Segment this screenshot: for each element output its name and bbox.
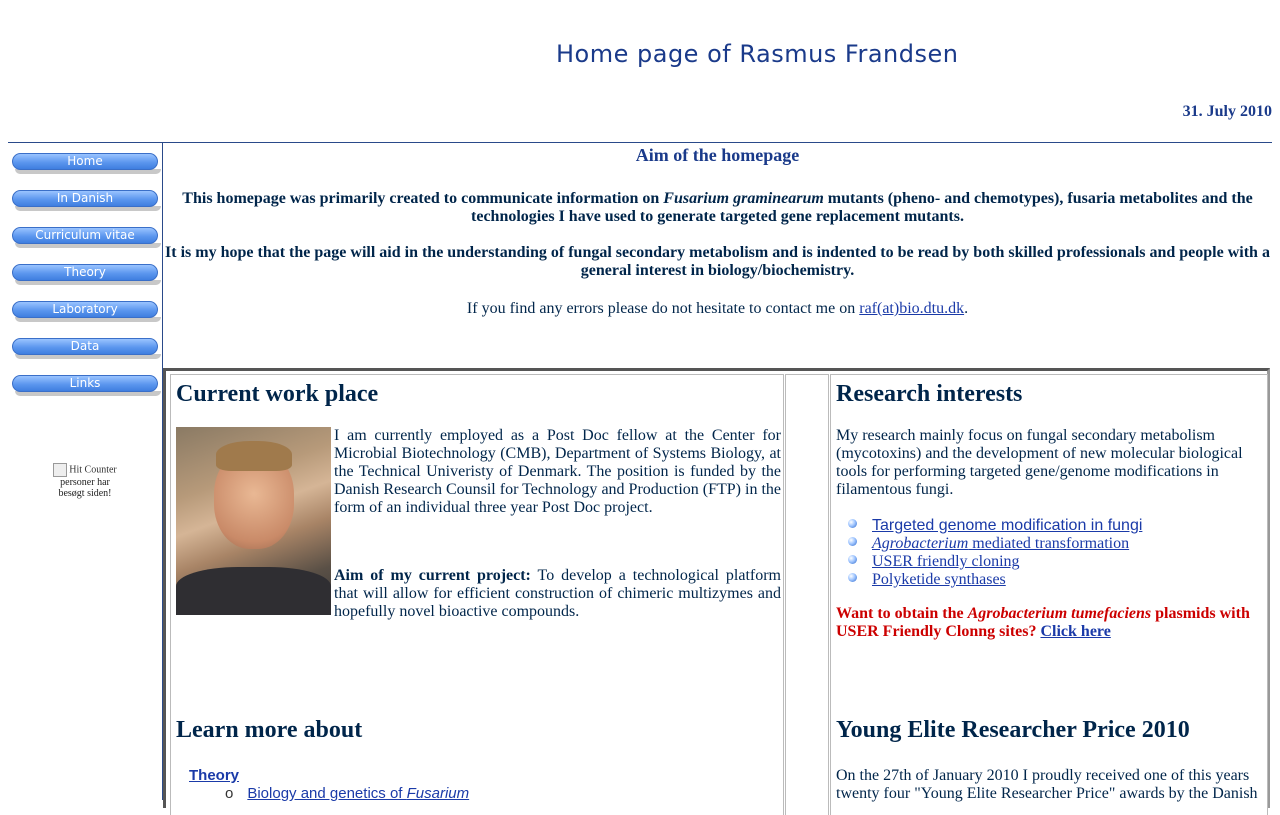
research-heading: Research interests	[836, 381, 1023, 407]
list-item: o Biology and genetics of Fusarium	[225, 785, 470, 802]
biology-link[interactable]: Biology and genetics of Fusarium	[247, 785, 470, 802]
list-item	[846, 535, 1142, 553]
award-text: On the 27th of January 2010 I proudly received one of this years twenty four "Young Elite Researcher Price" awards by the Danish	[836, 767, 1258, 802]
bullet-icon	[848, 555, 857, 564]
theory-link[interactable]: Theory	[189, 767, 240, 784]
aim-section	[163, 145, 1272, 318]
nav-data-button[interactable]: Data	[11, 337, 159, 359]
hit-counter-image: Hit Counter	[53, 463, 117, 477]
genome-modification-link[interactable]: Targeted genome modification in fungi	[872, 517, 1143, 534]
divider	[8, 142, 1272, 143]
right-column	[830, 374, 1268, 815]
plasmid-offer: Want to obtain the Agrobacterium tumefaciens plasmids with USER Friendly Clonng sites? Click here	[836, 605, 1250, 640]
aim-paragraph-3: If you find any errors please do not hesitate to contact me on raf(at)bio.dtu.dk.	[466, 300, 969, 317]
aim-paragraph-1: This homepage was primarily created to communicate information on Fusarium graminearum mutants (pheno- and chemotypes), fusaria metabolites and the technologies I have used to generate targeted gene replacement mutants.	[182, 190, 1253, 225]
aim-paragraph-2: It is my hope that the page will aid in the understanding of fungal secondary metabolism and is indented to be read by both skilled professionals and people with a general interest in biology/biochemistry.	[165, 244, 1270, 279]
profile-photo	[176, 427, 331, 615]
left-column	[170, 374, 784, 815]
nav-laboratory-button[interactable]: Laboratory	[11, 300, 159, 322]
date: 31. July 2010	[1182, 103, 1272, 120]
nav-home-button[interactable]: Home	[11, 152, 159, 174]
work-heading: Current work place	[176, 381, 379, 407]
bullet-icon	[848, 537, 857, 546]
list-item	[846, 517, 1142, 535]
content-table	[163, 368, 1270, 808]
learn-heading: Learn more about	[176, 717, 363, 743]
click-here-link[interactable]: Click here	[1040, 623, 1111, 640]
nav-cv-button[interactable]: Curriculum vitae	[11, 226, 159, 248]
nav-danish-button[interactable]: In Danish	[11, 189, 159, 211]
work-text: I am currently employed as a Post Doc fellow at the Center for Microbial Biotechnology (CMB), Department of Systems Biology, at the Technical Univeristy of Denmark. The position is funded by the Danish Research Counsil for Technology and Production (FTP) in the form of an individual three year Post Doc project.	[334, 427, 781, 516]
page-title: Home page of Rasmus Frandsen	[556, 40, 959, 68]
counter-line1: personer har	[60, 477, 110, 488]
spacer-column	[785, 374, 829, 815]
user-cloning-link[interactable]: USER friendly cloning	[872, 553, 1020, 570]
research-text: My research mainly focus on fungal secondary metabolism (mycotoxins) and the development of new molecular biological tools for performing targeted gene/genome modifications in filamentous fungi.	[836, 427, 1243, 498]
email-link[interactable]: raf(at)bio.dtu.dk	[859, 300, 965, 317]
bullet-icon	[848, 573, 857, 582]
bullet-icon	[848, 519, 857, 528]
research-links	[846, 517, 1142, 589]
award-heading: Young Elite Researcher Price 2010	[836, 717, 1190, 743]
nav-theory-button[interactable]: Theory	[11, 263, 159, 285]
aim-heading: Aim of the homepage	[635, 145, 800, 165]
agrobacterium-link[interactable]: Agrobacterium mediated transformation	[872, 535, 1130, 552]
list-item	[846, 571, 1142, 589]
counter-line2: besøgt siden!	[58, 488, 112, 499]
sidebar	[8, 143, 163, 800]
project-aim: Aim of my current project: To develop a technological platform that will allow for efficient construction of chimeric multizymes and hopefully novel bioactive compounds.	[334, 567, 781, 620]
polyketide-link[interactable]: Polyketide synthases	[872, 571, 1006, 588]
nav-links-button[interactable]: Links	[11, 374, 159, 396]
list-item	[846, 553, 1142, 571]
hit-counter	[8, 463, 162, 499]
